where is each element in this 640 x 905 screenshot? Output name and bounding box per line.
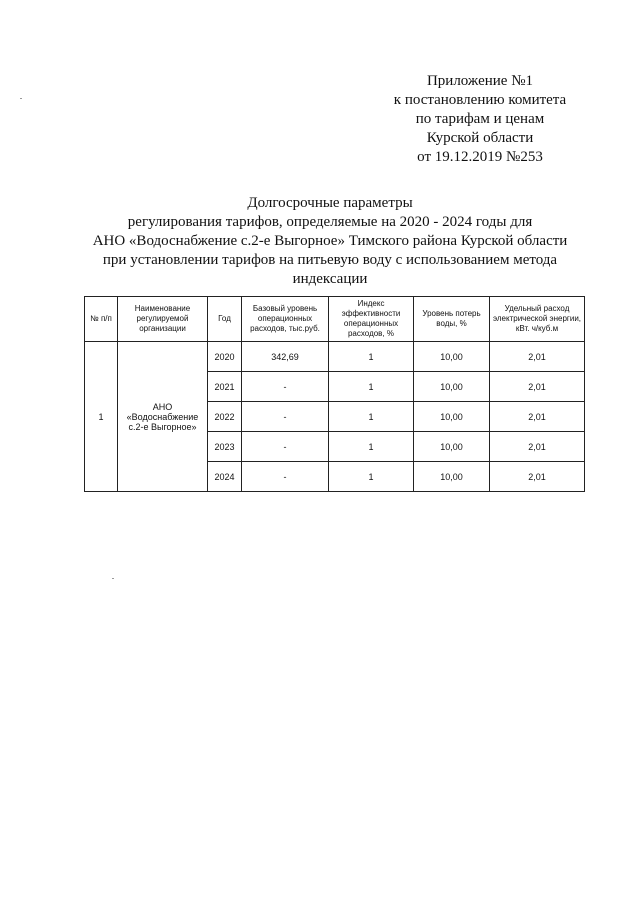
header-water-loss: Уровень потерь воды, % [414,297,490,342]
cell-water-loss: 10,00 [414,432,490,462]
cell-year: 2023 [208,432,242,462]
cell-base-costs: 342,69 [242,342,329,372]
cell-efficiency-index: 1 [329,342,414,372]
cell-water-loss: 10,00 [414,372,490,402]
appendix-line: Курской области [426,130,534,146]
title-line: при установлении тарифов на питьевую воду с использованием метода [102,252,558,268]
cell-efficiency-index: 1 [329,462,414,492]
header-energy-consumption: Удельный расход электрической энергии, кВт. ч/куб.м [490,297,585,342]
document-title [60,194,600,289]
cell-energy: 2,01 [490,372,585,402]
header-efficiency-index: Индекс эффективности операционных расходов, % [329,297,414,342]
cell-year: 2024 [208,462,242,492]
cell-efficiency-index: 1 [329,372,414,402]
appendix-line: от 19.12.2019 №253 [417,149,543,165]
cell-energy: 2,01 [490,462,585,492]
table-header-row [85,297,585,342]
header-base-costs: Базовый уровень операционных расходов, тыс.руб. [242,297,329,342]
title-line: Долгосрочные параметры [247,195,413,211]
cell-year: 2022 [208,402,242,432]
parameters-table [84,296,585,492]
cell-row-number: 1 [85,342,118,492]
header-number: № п/п [85,297,118,342]
appendix-line: Приложение №1 [426,73,534,89]
cell-energy: 2,01 [490,342,585,372]
cell-year: 2020 [208,342,242,372]
appendix-block [360,72,600,167]
cell-base-costs: - [242,432,329,462]
cell-base-costs: - [242,462,329,492]
cell-base-costs: - [242,402,329,432]
cell-efficiency-index: 1 [329,402,414,432]
appendix-line: к постановлению комитета [393,92,567,108]
cell-organization: АНО «Водоснабжение с.2-е Выгорное» [118,342,208,492]
cell-water-loss: 10,00 [414,342,490,372]
title-line: регулирования тарифов, определяемые на 2020 - 2024 годы для [127,214,533,230]
cell-energy: 2,01 [490,402,585,432]
title-line: АНО «Водоснабжение с.2-е Выгорное» Тимского района Курской области [92,233,568,249]
cell-efficiency-index: 1 [329,432,414,462]
cell-energy: 2,01 [490,432,585,462]
table-row [85,342,585,372]
cell-water-loss: 10,00 [414,462,490,492]
cell-base-costs: - [242,372,329,402]
appendix-line: по тарифам и ценам [415,111,545,127]
header-organization: Наименование регулируемой организации [118,297,208,342]
header-year: Год [208,297,242,342]
scan-speck [20,98,22,99]
cell-year: 2021 [208,372,242,402]
cell-water-loss: 10,00 [414,402,490,432]
title-line: индексации [292,271,368,287]
scan-speck [112,578,114,579]
